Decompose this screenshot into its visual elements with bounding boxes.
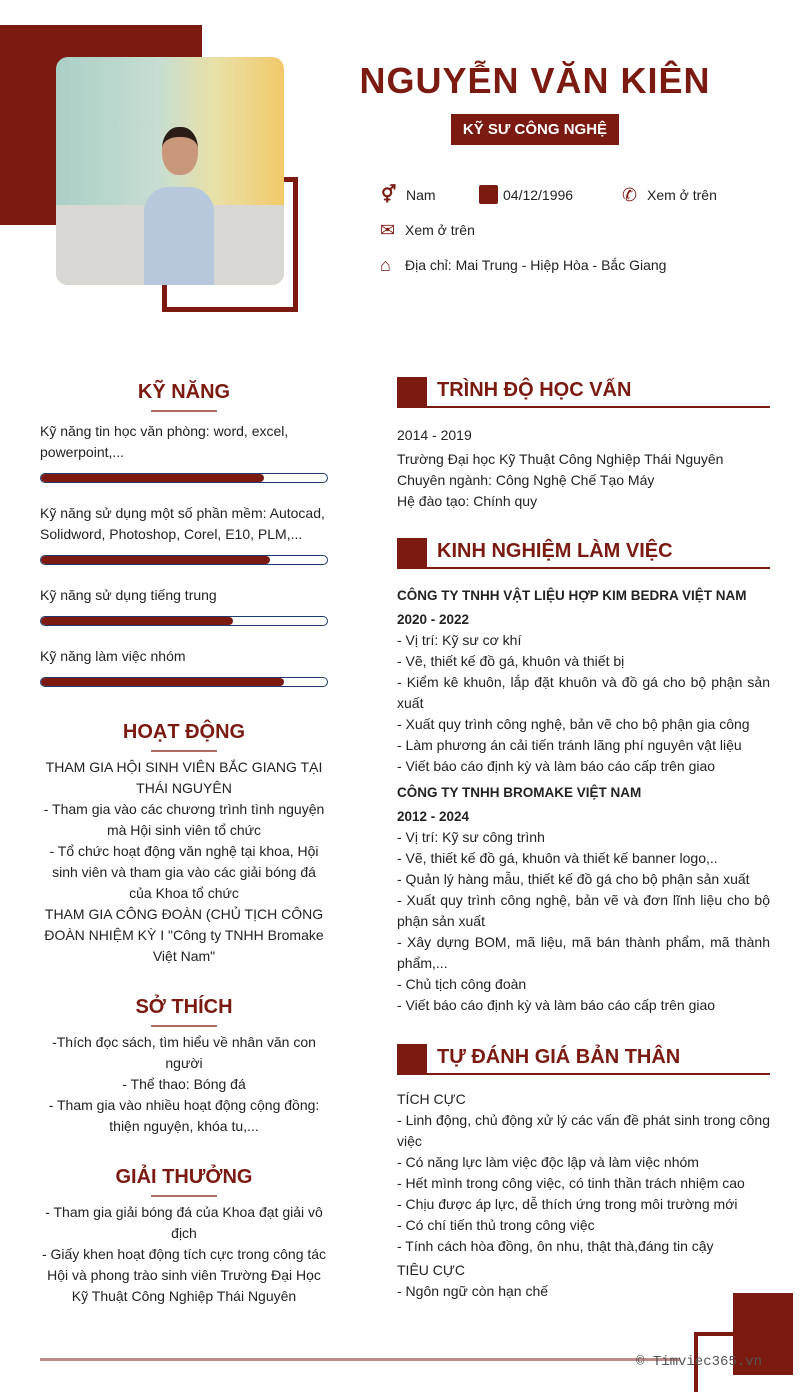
skill-bar — [40, 473, 328, 483]
self-assessment-heading — [397, 1044, 770, 1075]
skill-bar — [40, 677, 328, 687]
gender-icon: ⚥ — [381, 185, 397, 204]
skills-heading: KỸ NĂNG — [40, 381, 328, 412]
birthday-info — [479, 185, 573, 204]
skill-label: Kỹ năng sử dụng một số phần mềm: Autocad, Solidword, Photoshop, Corel, E10, PLM,... — [40, 505, 325, 542]
skill-bar-fill — [41, 474, 264, 482]
watermark: © Timviec365.vn — [636, 1354, 763, 1370]
assessment-line: - Có chí tiến thủ trong công việc — [397, 1217, 595, 1233]
address-info — [380, 255, 666, 275]
job-line: - Chủ tịch công đoàn — [397, 976, 527, 992]
activity-line: THAM GIA HỘI SINH VIÊN BẮC GIANG TẠI THÁI NGUYÊN — [45, 759, 323, 796]
experience-body — [397, 585, 770, 1016]
assessment-line: - Hết mình trong công việc, có tinh thần trách nhiệm cao — [397, 1175, 745, 1191]
assessment-line: TÍCH CỰC — [397, 1091, 466, 1107]
footer-line — [40, 1358, 680, 1361]
job-line: - Vị trí: Kỹ sư công trình — [397, 829, 545, 845]
award-line: - Tham gia giải bóng đá của Khoa đạt giải vô địch — [45, 1204, 323, 1241]
assessment-line: TIÊU CỰC — [397, 1262, 465, 1278]
activity-line: THAM GIA CÔNG ĐOÀN (CHỦ TỊCH CÔNG ĐOÀN NHIỆM KỲ I "Công ty TNHH Bromake Việt Nam" — [44, 906, 324, 964]
award-line: - Giấy khen hoạt động tích cực trong công tác Hội và phong trào sinh viên Trường Đại Học Kỹ Thuật Công Nghiệp Thái Nguyên — [41, 1246, 327, 1304]
activity-line: - Tổ chức hoạt động văn nghệ tại khoa, Hội sinh viên và tham gia vào các giải bóng đá của Khoa tổ chức — [49, 843, 319, 901]
education-title: TRÌNH ĐỘ HỌC VẤN — [437, 379, 632, 401]
job-line: - Vẽ, thiết kế đồ gá, khuôn và thiết bị — [397, 653, 625, 669]
skill-label: Kỹ năng làm việc nhóm — [40, 648, 186, 664]
assessment-line: - Chịu được áp lực, dễ thích ứng trong môi trường mới — [397, 1196, 738, 1212]
phone-text: Xem ở trên — [647, 187, 717, 203]
gender-info — [381, 185, 436, 205]
job-line: - Vị trí: Kỹ sư cơ khí — [397, 632, 522, 648]
phone-icon: ✆ — [622, 185, 638, 205]
education-line: Chuyên ngành: Công Nghệ Chế Tạo Máy — [397, 472, 655, 488]
home-icon: ⌂ — [380, 255, 391, 275]
envelope-icon: ✉ — [380, 220, 396, 240]
education-line: Hệ đào tạo: Chính quy — [397, 493, 538, 509]
experience-title: KINH NGHIỆM LÀM VIỆC — [437, 540, 673, 562]
education-heading — [397, 377, 770, 408]
assessment-line: - Tính cách hòa đồng, ôn nhu, thật thà,đáng tin cậy — [397, 1238, 714, 1254]
job-line: - Vẽ, thiết kế đồ gá, khuôn và thiết kế banner logo,.. — [397, 850, 718, 866]
self-assessment-body — [397, 1089, 770, 1302]
hobby-line: - Tham gia vào nhiều hoạt động cộng đồng: thiện nguyện, khóa tu,... — [48, 1097, 320, 1134]
job-line: - Xuất quy trình công nghệ, bản vẽ và đơn lĩnh liệu cho bộ phận sản xuất — [397, 892, 770, 929]
job-line: - Viết báo cáo định kỳ và làm báo cáo cấp trên giao — [397, 758, 716, 774]
candidate-name: NGUYỄN VĂN KIÊN — [359, 60, 711, 101]
skill-label: Kỹ năng sử dụng tiếng trung — [40, 587, 217, 603]
education-line: 2014 - 2019 — [397, 427, 472, 443]
education-body — [397, 425, 770, 512]
experience-heading — [397, 538, 770, 569]
hobbies-list — [40, 1032, 328, 1137]
self-assessment-title: TỰ ĐÁNH GIÁ BẢN THÂN — [437, 1046, 681, 1068]
address-text: Địa chỉ: Mai Trung - Hiệp Hòa - Bắc Giang — [405, 257, 667, 273]
birthday-text: 04/12/1996 — [503, 186, 574, 203]
skill-label: Kỹ năng tin học văn phòng: word, excel, powerpoint,... — [40, 423, 289, 460]
assessment-line: - Ngôn ngữ còn hạn chế — [397, 1283, 549, 1299]
skill-bar-fill — [41, 617, 233, 625]
hobbies-heading: SỞ THÍCH — [40, 996, 328, 1027]
company-name: CÔNG TY TNHH VẬT LIỆU HỢP KIM BEDRA VIỆT NAM — [397, 588, 747, 603]
activities-heading: HOẠT ĐỘNG — [40, 721, 328, 752]
phone-info — [622, 185, 717, 205]
hobby-line: -Thích đọc sách, tìm hiểu về nhân văn con người — [52, 1034, 316, 1071]
skill-bar — [40, 555, 328, 565]
gender-text: Nam — [406, 187, 436, 203]
job-line: - Xây dựng BOM, mã liệu, mã bán thành phẩm, mã thành phẩm,... — [397, 934, 770, 971]
email-text: Xem ở trên — [405, 222, 475, 238]
awards-heading: GIẢI THƯỞNG — [40, 1166, 328, 1197]
job-period: 2020 - 2022 — [397, 612, 470, 627]
assessment-line: - Có năng lực làm việc độc lập và làm việc nhóm — [397, 1154, 699, 1170]
job-title: KỸ SƯ CÔNG NGHỆ — [451, 114, 619, 145]
skill-bar — [40, 616, 328, 626]
hobby-line: - Thể thao: Bóng đá — [122, 1076, 246, 1092]
job-period: 2012 - 2024 — [397, 809, 470, 824]
job-line: - Kiểm kê khuôn, lắp đặt khuôn và đồ gá cho bộ phận sản xuất — [397, 674, 770, 711]
assessment-line: - Linh động, chủ động xử lý các vấn đề phát sinh trong công việc — [397, 1112, 770, 1149]
profile-photo — [56, 57, 284, 285]
job-line: - Làm phương án cải tiến tránh lãng phí nguyên vật liệu — [397, 737, 742, 753]
awards-list — [40, 1202, 328, 1307]
job-line: - Viết báo cáo định kỳ và làm báo cáo cấp trên giao — [397, 997, 716, 1013]
calendar-icon — [479, 185, 498, 204]
company-name: CÔNG TY TNHH BROMAKE VIỆT NAM — [397, 785, 642, 800]
skill-bar-fill — [41, 556, 270, 564]
job-line: - Xuất quy trình công nghệ, bản vẽ cho bộ phận gia công — [397, 716, 750, 732]
skill-bar-fill — [41, 678, 284, 686]
education-line: Trường Đại học Kỹ Thuật Công Nghiệp Thái Nguyên — [397, 451, 724, 467]
job-line: - Quản lý hàng mẫu, thiết kế đồ gá cho bộ phận sản xuất — [397, 871, 750, 887]
activities-list — [40, 757, 328, 967]
activity-line: - Tham gia vào các chương trình tình nguyện mà Hội sinh viên tổ chức — [43, 801, 325, 838]
email-info — [380, 220, 475, 240]
